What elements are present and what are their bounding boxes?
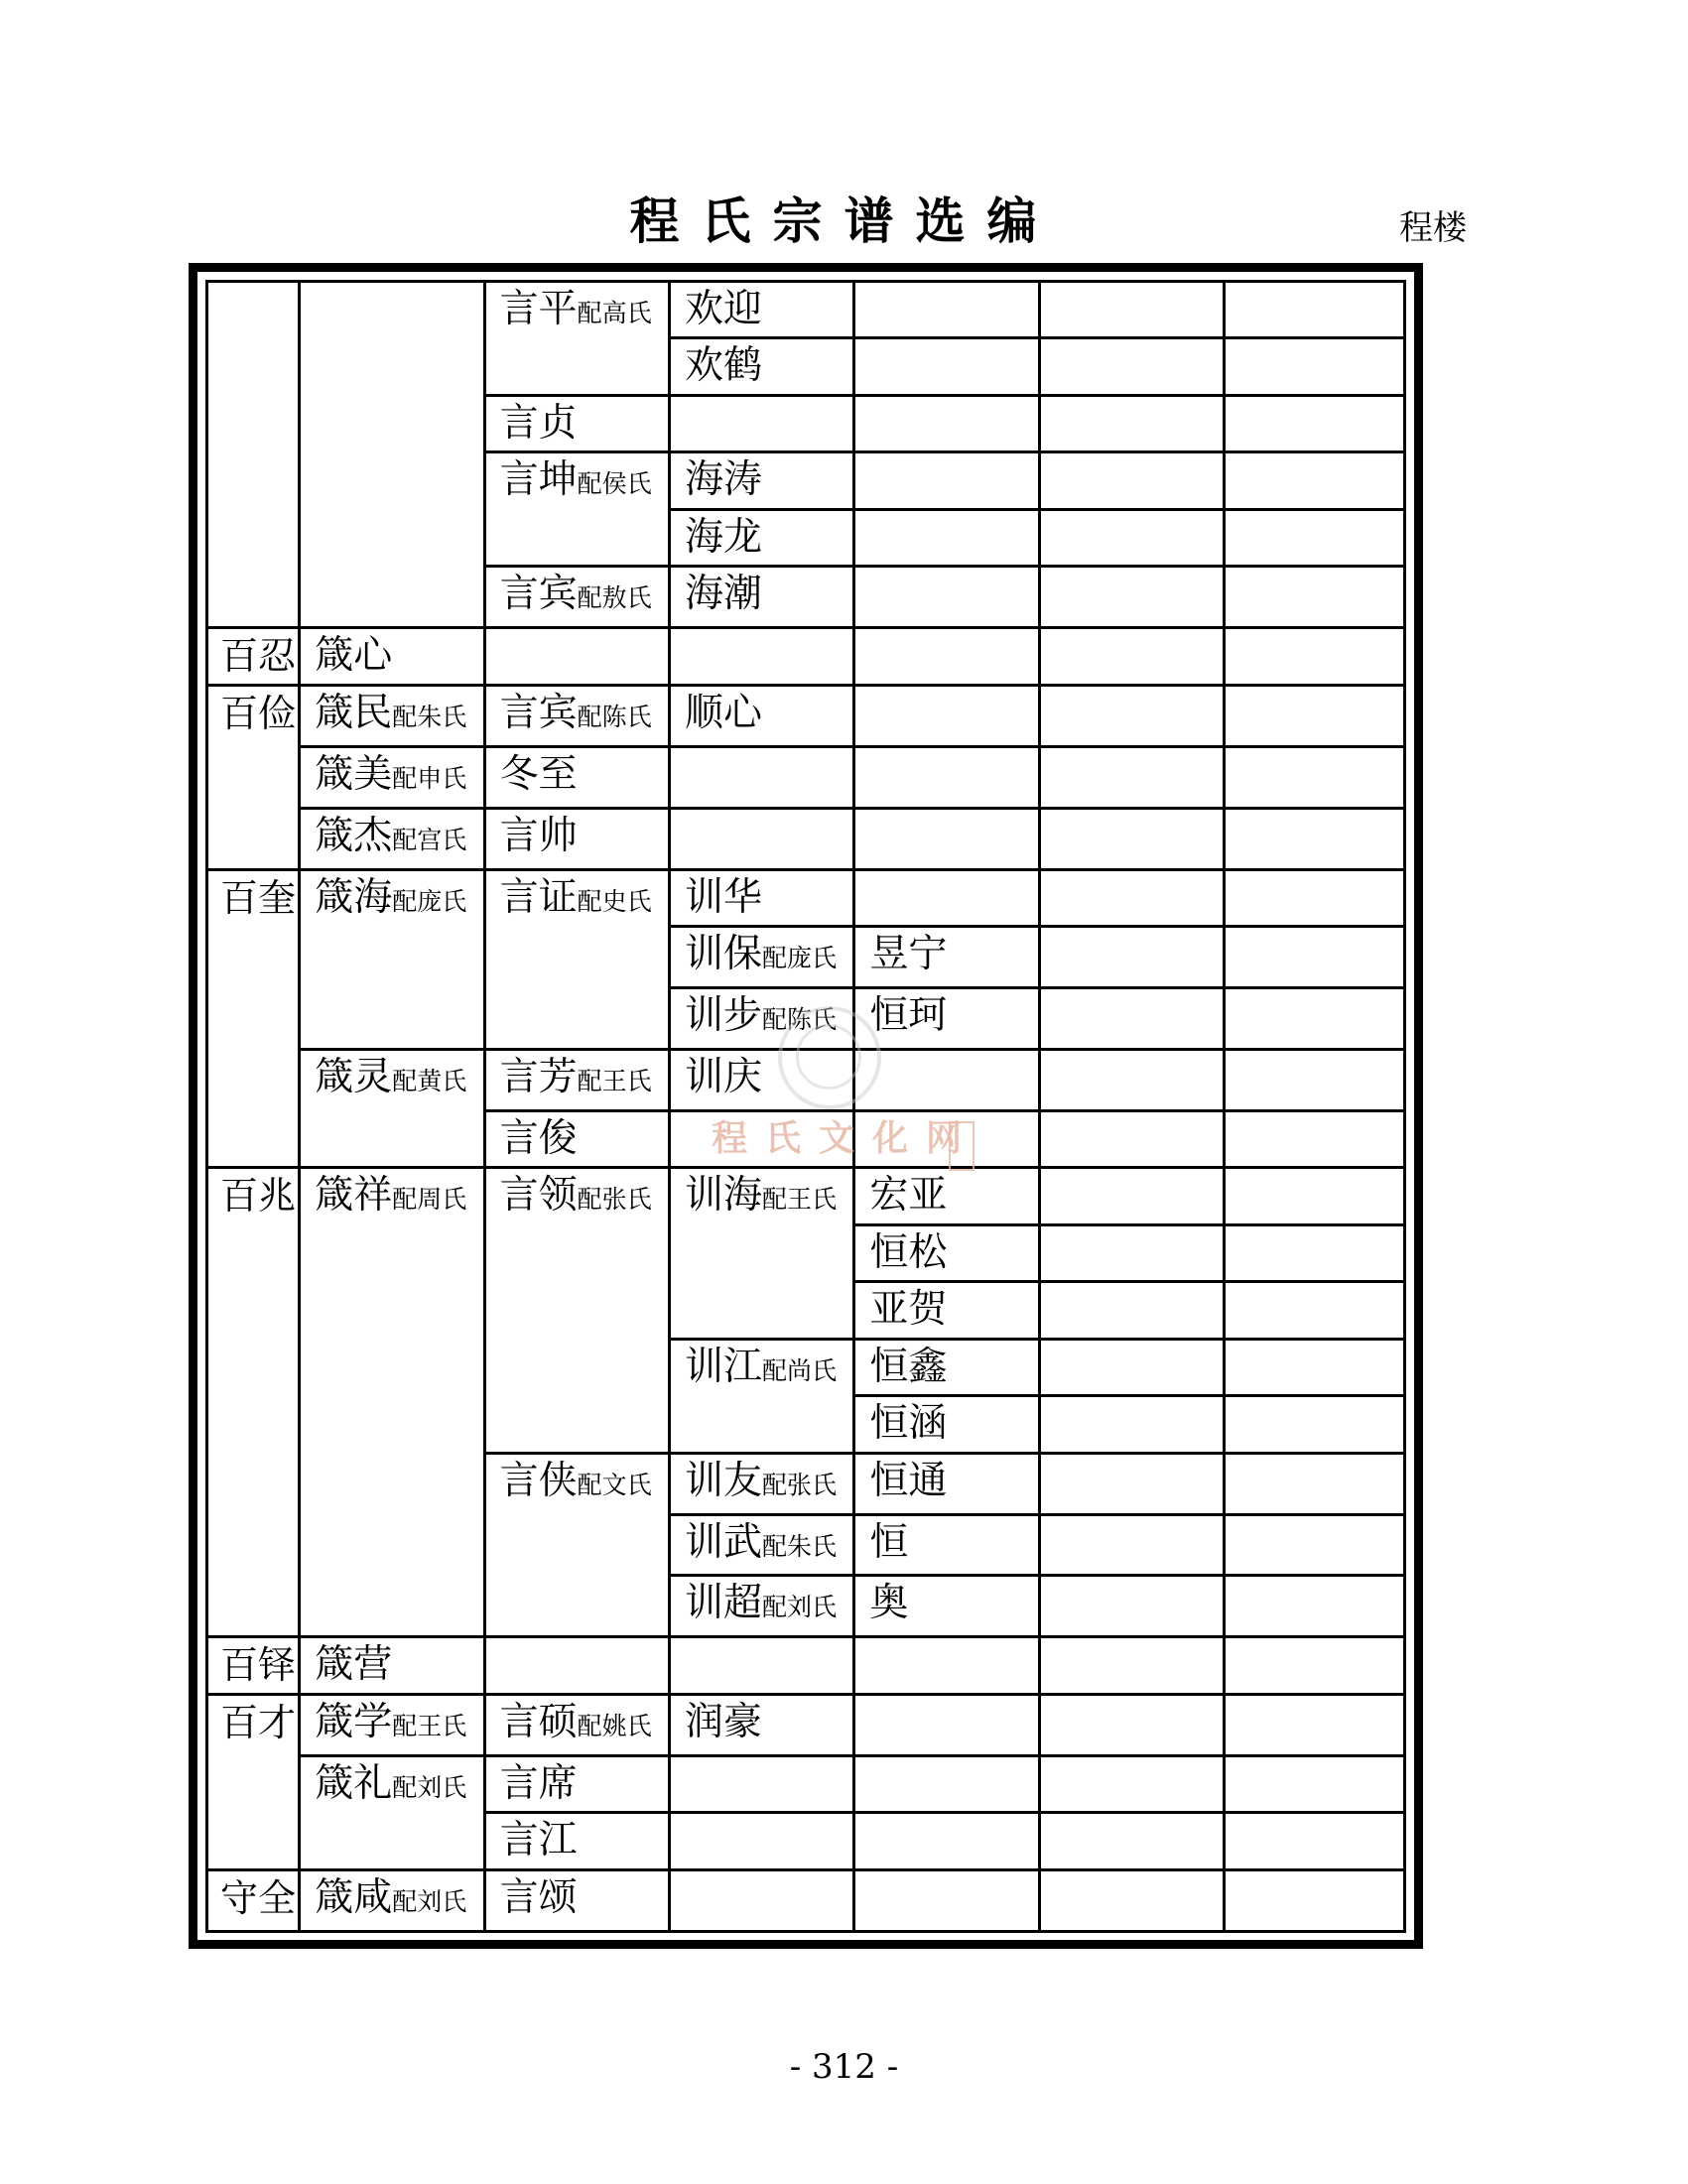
- gen1-name: 百才: [220, 1700, 297, 1744]
- gen5-cell: [854, 1339, 1039, 1395]
- gen6-cell: [1039, 1694, 1224, 1755]
- gen6-cell: [1039, 987, 1224, 1049]
- gen4-name: 海潮: [685, 572, 763, 617]
- gen6-cell: [1039, 509, 1224, 566]
- gen4-cell: [670, 452, 854, 509]
- page-title: 程氏宗谱选编: [629, 193, 1059, 250]
- gen3-name: 言证: [499, 874, 578, 920]
- gen3-name: 冬至: [499, 751, 578, 797]
- gen2-spouse: 配宫氏: [392, 825, 467, 854]
- gen3-spouse: 配王氏: [577, 1066, 652, 1095]
- gen6-cell: [1039, 282, 1224, 338]
- gen6-cell: [1039, 1755, 1224, 1812]
- gen3-cell: [484, 869, 669, 1049]
- gen6-cell: [1039, 808, 1224, 869]
- gen4-name: 海涛: [685, 457, 763, 503]
- gen3-cell: [484, 808, 669, 869]
- gen2-spouse: 配刘氏: [392, 1886, 467, 1916]
- gen2-cell: [300, 628, 484, 685]
- gen3-spouse: 配文氏: [577, 1470, 652, 1499]
- gen3-cell: [484, 1813, 669, 1869]
- gen5-cell: [854, 1453, 1039, 1514]
- gen6-cell: [1039, 746, 1224, 808]
- watermark-text: 程氏文化网: [712, 1118, 980, 1159]
- gen3-name: 言坤: [499, 457, 578, 503]
- gen1-cell: [207, 869, 300, 1168]
- gen2-cell: [300, 746, 484, 808]
- gen2-name: 箴祥: [315, 1173, 393, 1219]
- gen4-name: 欢迎: [685, 287, 763, 331]
- gen4-cell: [670, 509, 854, 566]
- gen3-cell: [484, 452, 669, 567]
- gen5-cell: [854, 1282, 1039, 1339]
- gen6-cell: [1039, 628, 1224, 685]
- gen5-cell: [854, 1514, 1039, 1576]
- gen1-name: 百铎: [220, 1643, 297, 1688]
- gen5-cell: [854, 1224, 1039, 1281]
- gen5-cell: [854, 987, 1039, 1049]
- gen6-cell: [1039, 1576, 1224, 1637]
- gen6-cell: [1039, 1282, 1224, 1339]
- gen3-name: 言江: [499, 1818, 578, 1863]
- gen7-cell: [1225, 1453, 1405, 1514]
- gen6-cell: [1039, 567, 1224, 628]
- gen5-cell: [854, 1396, 1039, 1453]
- gen7-cell: [1225, 1755, 1405, 1812]
- gen4-cell: [670, 338, 854, 395]
- page-number: - 312 -: [789, 2047, 899, 2087]
- gen6-cell: [1039, 1396, 1224, 1453]
- gen2-spouse: 配庞氏: [392, 886, 467, 916]
- gen4-name: 训超: [685, 1581, 763, 1626]
- gen7-cell: [1225, 395, 1405, 451]
- gen1-name: 百兆: [220, 1174, 297, 1219]
- gen5-name: 恒: [869, 1519, 909, 1565]
- gen7-cell: [1225, 685, 1405, 746]
- gen4-cell: [670, 1576, 854, 1637]
- gen4-name: 顺心: [685, 690, 763, 735]
- gen4-cell: [670, 808, 854, 869]
- gen2-cell: [300, 282, 484, 628]
- gen7-cell: [1225, 1049, 1405, 1110]
- gen4-cell: [670, 1637, 854, 1694]
- gen3-cell: [484, 395, 669, 451]
- gen4-name: 训步: [685, 992, 763, 1038]
- gen3-cell: [484, 282, 669, 396]
- gen4-name: 训海: [685, 1173, 763, 1219]
- gen6-cell: [1039, 685, 1224, 746]
- gen5-cell: [854, 567, 1039, 628]
- gen6-cell: [1039, 1453, 1224, 1514]
- gen1-cell: [207, 282, 300, 628]
- gen3-spouse: 配敖氏: [577, 583, 652, 613]
- gen4-spouse: 配朱氏: [762, 1531, 838, 1561]
- gen2-name: 箴民: [315, 690, 393, 735]
- gen2-name: 箴灵: [315, 1054, 393, 1099]
- gen5-cell: [854, 685, 1039, 746]
- gen7-cell: [1225, 282, 1405, 338]
- gen4-name: 训华: [685, 874, 763, 920]
- gen7-cell: [1225, 338, 1405, 395]
- gen7-cell: [1225, 509, 1405, 566]
- gen5-cell: [854, 1637, 1039, 1694]
- watermark-seal-icon: [778, 1006, 881, 1109]
- gen5-name: 奥: [869, 1581, 909, 1626]
- gen5-name: 恒珂: [869, 992, 948, 1038]
- gen4-cell: [670, 1453, 854, 1514]
- table-row: [207, 628, 1405, 685]
- gen2-spouse: 配刘氏: [392, 1772, 467, 1802]
- gen6-cell: [1039, 1339, 1224, 1395]
- gen7-cell: [1225, 567, 1405, 628]
- gen2-name: 箴礼: [315, 1760, 393, 1806]
- gen2-cell: [300, 1869, 484, 1931]
- gen3-cell: [484, 1049, 669, 1110]
- gen6-cell: [1039, 1049, 1224, 1110]
- gen4-name: 润豪: [685, 1699, 763, 1744]
- gen2-cell: [300, 869, 484, 1049]
- gen5-cell: [854, 1049, 1039, 1110]
- gen2-name: 箴咸: [315, 1874, 393, 1920]
- gen2-cell: [300, 1637, 484, 1694]
- gen5-cell: [854, 1755, 1039, 1812]
- gen5-cell: [854, 808, 1039, 869]
- gen7-cell: [1225, 1224, 1405, 1281]
- table-row: [207, 1168, 1405, 1224]
- gen2-cell: [300, 685, 484, 746]
- gen4-cell: [670, 1168, 854, 1339]
- gen4-name: 训江: [685, 1344, 763, 1389]
- gen4-spouse: 配庞氏: [762, 943, 838, 972]
- gen5-cell: [854, 746, 1039, 808]
- gen4-cell: [670, 395, 854, 451]
- gen1-cell: [207, 1637, 300, 1694]
- gen2-spouse: 配王氏: [392, 1711, 467, 1740]
- gen1-cell: [207, 1168, 300, 1637]
- gen5-name: 宏亚: [869, 1173, 948, 1219]
- gen2-spouse: 配申氏: [392, 763, 467, 793]
- gen4-spouse: 配刘氏: [762, 1593, 838, 1622]
- gen4-cell: [670, 685, 854, 746]
- gen4-cell: [670, 1694, 854, 1755]
- gen3-cell: [484, 1694, 669, 1755]
- gen3-cell: [484, 1869, 669, 1931]
- gen6-cell: [1039, 1813, 1224, 1869]
- table-row: [207, 1755, 1405, 1812]
- gen2-cell: [300, 1694, 484, 1755]
- branch-location: 程楼: [1399, 208, 1467, 248]
- gen4-name: 训保: [685, 931, 763, 976]
- gen5-cell: [854, 1869, 1039, 1931]
- gen7-cell: [1225, 1637, 1405, 1694]
- gen1-name: 百奎: [220, 875, 297, 920]
- gen4-name: 训庆: [685, 1054, 763, 1099]
- gen6-cell: [1039, 926, 1224, 987]
- table-row: [207, 869, 1405, 926]
- gen4-cell: [670, 1813, 854, 1869]
- gen5-cell: [854, 1168, 1039, 1224]
- gen5-cell: [854, 926, 1039, 987]
- gen2-spouse: 配黄氏: [392, 1066, 467, 1095]
- gen3-spouse: 配张氏: [577, 1185, 652, 1215]
- genealogy-table: [205, 280, 1406, 1933]
- gen7-cell: [1225, 1282, 1405, 1339]
- gen6-cell: [1039, 1514, 1224, 1576]
- gen5-name: 亚贺: [869, 1287, 948, 1333]
- gen1-name: 百俭: [220, 691, 297, 735]
- gen4-cell: [670, 1869, 854, 1931]
- gen1-cell: [207, 685, 300, 869]
- gen4-spouse: 配陈氏: [762, 1004, 838, 1034]
- gen7-cell: [1225, 926, 1405, 987]
- gen7-cell: [1225, 987, 1405, 1049]
- gen6-cell: [1039, 1637, 1224, 1694]
- gen6-cell: [1039, 338, 1224, 395]
- gen7-cell: [1225, 746, 1405, 808]
- gen4-cell: [670, 869, 854, 926]
- gen7-cell: [1225, 1514, 1405, 1576]
- gen6-cell: [1039, 1224, 1224, 1281]
- gen5-name: 恒鑫: [869, 1344, 948, 1389]
- gen6-cell: [1039, 395, 1224, 451]
- gen3-cell: [484, 567, 669, 628]
- gen2-name: 箴营: [315, 1642, 393, 1688]
- gen5-name: 恒涵: [869, 1401, 948, 1447]
- gen2-spouse: 配周氏: [392, 1185, 467, 1215]
- gen6-cell: [1039, 1869, 1224, 1931]
- gen4-cell: [670, 1339, 854, 1453]
- gen7-cell: [1225, 869, 1405, 926]
- gen4-name: 训武: [685, 1519, 763, 1565]
- gen4-name: 训友: [685, 1458, 763, 1503]
- gen5-name: 昱宁: [869, 931, 948, 976]
- table-row: [207, 1869, 1405, 1931]
- gen3-name: 言硕: [499, 1699, 578, 1744]
- gen2-spouse: 配朱氏: [392, 702, 467, 731]
- gen5-cell: [854, 1813, 1039, 1869]
- gen5-cell: [854, 1576, 1039, 1637]
- gen1-name: 守全: [220, 1875, 297, 1920]
- gen7-cell: [1225, 1576, 1405, 1637]
- gen5-cell: [854, 282, 1039, 338]
- gen3-name: 言贞: [499, 400, 578, 446]
- gen4-spouse: 配尚氏: [762, 1355, 838, 1385]
- gen4-cell: [670, 628, 854, 685]
- gen3-name: 言芳: [499, 1054, 578, 1099]
- gen3-spouse: 配高氏: [577, 299, 652, 327]
- gen6-cell: [1039, 452, 1224, 509]
- gen7-cell: [1225, 452, 1405, 509]
- table-row: [207, 746, 1405, 808]
- gen7-cell: [1225, 808, 1405, 869]
- gen3-name: 言宾: [499, 690, 578, 735]
- gen6-cell: [1039, 1110, 1224, 1167]
- genealogy-frame: [189, 263, 1423, 1949]
- gen2-cell: [300, 1168, 484, 1637]
- gen5-cell: [854, 869, 1039, 926]
- gen7-cell: [1225, 628, 1405, 685]
- gen5-cell: [854, 628, 1039, 685]
- gen3-cell: [484, 746, 669, 808]
- gen3-cell: [484, 1110, 669, 1167]
- gen3-cell: [484, 1637, 669, 1694]
- gen3-spouse: 配侯氏: [577, 469, 652, 499]
- gen2-name: 箴学: [315, 1699, 393, 1744]
- gen3-name: 言俊: [499, 1115, 578, 1161]
- gen2-cell: [300, 1755, 484, 1869]
- gen7-cell: [1225, 1168, 1405, 1224]
- gen7-cell: [1225, 1813, 1405, 1869]
- gen4-cell: [670, 1514, 854, 1576]
- gen6-cell: [1039, 869, 1224, 926]
- gen7-cell: [1225, 1694, 1405, 1755]
- gen3-cell: [484, 685, 669, 746]
- gen5-name: 恒松: [869, 1229, 948, 1275]
- table-row: [207, 685, 1405, 746]
- gen4-spouse: 配张氏: [762, 1470, 838, 1499]
- gen7-cell: [1225, 1396, 1405, 1453]
- gen2-cell: [300, 808, 484, 869]
- gen2-name: 箴海: [315, 874, 393, 920]
- gen3-name: 言席: [499, 1760, 578, 1806]
- gen6-cell: [1039, 1168, 1224, 1224]
- gen4-name: 欢鹤: [685, 343, 763, 389]
- watermark-stamp-icon: [949, 1121, 974, 1171]
- gen1-name: 百忍: [220, 634, 297, 679]
- gen3-cell: [484, 1755, 669, 1812]
- gen4-cell: [670, 282, 854, 338]
- gen3-name: 言颂: [499, 1874, 578, 1920]
- gen3-cell: [484, 1453, 669, 1637]
- gen4-cell: [670, 746, 854, 808]
- gen2-name: 箴美: [315, 751, 393, 797]
- gen2-name: 箴杰: [315, 813, 393, 858]
- gen2-name: 箴心: [315, 633, 393, 679]
- gen2-cell: [300, 1049, 484, 1167]
- gen3-spouse: 配陈氏: [577, 702, 652, 731]
- gen4-spouse: 配王氏: [762, 1185, 838, 1215]
- gen7-cell: [1225, 1110, 1405, 1167]
- gen3-name: 言领: [499, 1173, 578, 1219]
- gen3-cell: [484, 628, 669, 685]
- gen1-cell: [207, 1694, 300, 1869]
- gen4-cell: [670, 926, 854, 987]
- gen5-cell: [854, 452, 1039, 509]
- gen4-cell: [670, 1755, 854, 1812]
- table-row: [207, 1694, 1405, 1755]
- gen5-cell: [854, 509, 1039, 566]
- gen3-name: 言宾: [499, 572, 578, 617]
- gen5-cell: [854, 395, 1039, 451]
- gen5-name: 恒通: [869, 1458, 948, 1503]
- gen3-spouse: 配姚氏: [577, 1711, 652, 1740]
- gen3-spouse: 配史氏: [577, 886, 652, 916]
- gen4-name: 海龙: [685, 514, 763, 560]
- table-row: [207, 808, 1405, 869]
- gen4-cell: [670, 567, 854, 628]
- gen3-name: 言帅: [499, 813, 578, 858]
- gen3-name: 言平: [499, 287, 578, 331]
- gen7-cell: [1225, 1339, 1405, 1395]
- gen3-name: 言侠: [499, 1458, 578, 1503]
- gen5-cell: [854, 1694, 1039, 1755]
- gen1-cell: [207, 1869, 300, 1931]
- table-row: [207, 282, 1405, 338]
- table-row: [207, 1637, 1405, 1694]
- gen1-cell: [207, 628, 300, 685]
- gen5-cell: [854, 338, 1039, 395]
- gen7-cell: [1225, 1869, 1405, 1931]
- gen3-cell: [484, 1168, 669, 1453]
